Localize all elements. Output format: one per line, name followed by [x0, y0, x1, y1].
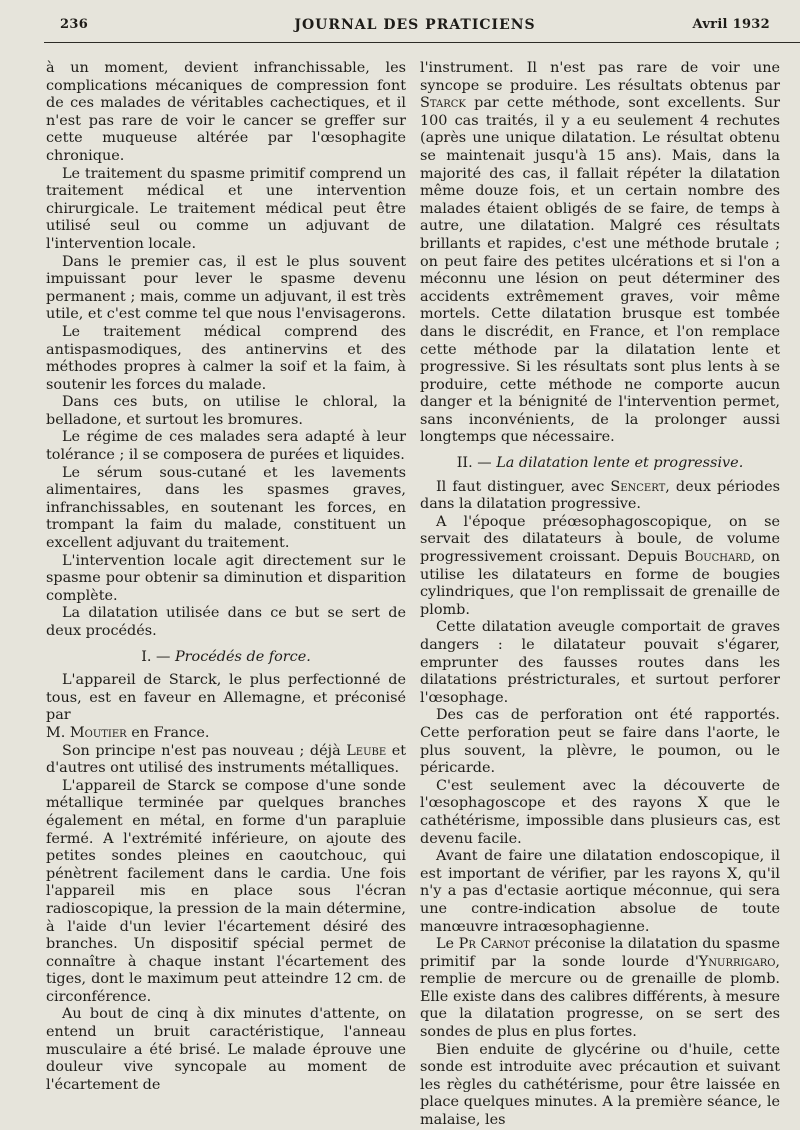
paragraph: Le traitement médical comprend des antispasmodiques, des antinervins et des méthodes propres à calmer la soif et la faim, à soutenir les forces du malade. — [46, 323, 406, 393]
text-run: , on utilise les dilatateurs en forme de bougies cylindriques, que l'on remplissait de grenaille de plomb. — [420, 549, 780, 618]
page-number: 236 — [60, 17, 89, 32]
paragraph: Au bout de cinq à dix minutes d'attente, on entend un bruit caractéristique, l'anneau musculaire a été brisé. Le malade éprouve une douleur vive syncopale au moment de l'écartement de — [46, 1006, 406, 1093]
text-run: A l'époque préœsophagoscopique, on se servait des dilatateurs à boule, de volume progressivement croissant. Depuis — [420, 513, 780, 566]
text-run: préconise la dilatation du spasme primitif par la sonde lourde d' — [420, 936, 780, 970]
issue-date: Avril 1932 — [692, 17, 770, 32]
text-run: l'instrument. Il n'est pas rare de voir une syncope se produire. Les résultats obtenus par — [420, 60, 780, 94]
text-run: par cette méthode, sont excellents. Sur 100 cas traités, il y a eu seulement 4 rechutes (après une unique dilatation. Le résultat obtenu se maintenait jusqu'à 15 ans). Mais, dans la majorité des cas, il fallait répéter la dilatation même douze fois, et un certain nombre des malades étaient obligés de se faire, de temps à autre, une dilatation. Malgré ces résultats brillants et rapides, c'est une méthode brutale ; on peut faire des petites ulcérations et si l'on a méconnu une lésion on peut déterminer des accidents extrêmement graves, voir même mortels. Cette dilatation brusque est tombée dans le discrédit, en France, et l'on remplace cette méthode par la dilatation lente et progressive. Si les résultats sont plus lents à se produire, cette méthode ne comporte aucun danger et la bénignité de l'intervention permet, sans inconvénients, de la prolonger aussi longtemps que nécessaire. — [420, 95, 780, 446]
paragraph: à un moment, devient infranchissable, les complications mécaniques de compression font de ces malades de véritables cachectiques, et il n'est pas rare de voir le cancer se greffer sur cette muqueuse altérée par l'œsophagite chronique. — [46, 60, 406, 164]
right-column — [420, 60, 780, 1129]
author-name: Pr Carnot — [458, 936, 530, 953]
section-title: La dilatation lente et progressive. — [496, 455, 744, 472]
paragraph: Le régime de ces malades sera adapté à leur tolérance ; il se composera de purées et liquides. — [46, 429, 406, 464]
paragraph: Le traitement du spasme primitif comprend un traitement médical et une intervention chirurgicale. Le traitement médical peut être utilisé seul ou comme un adjuvant de l'intervention locale. — [46, 165, 406, 252]
journal-title: JOURNAL DES PRATICIENS — [294, 17, 536, 33]
paragraph: Bien enduite de glycérine ou d'huile, cette sonde est introduite avec précaution et suivant les règles du cathétérisme, pour être laissée en place quelques minutes. A la première séance, le malaise, les — [420, 1041, 780, 1129]
text-run: et d'autres ont utilisé des instruments métalliques. — [46, 742, 406, 777]
text-run: , remplie de mercure ou de grenaille de plomb. Elle existe dans des calibres différents, à mesure que la dilatation progresse, on se sert des sondes de plus en plus fortes. — [420, 953, 780, 1041]
text-run: en France. — [126, 724, 210, 741]
paragraph — [46, 672, 406, 742]
paragraph — [420, 936, 780, 1042]
text-run: L'appareil de Starck, le plus perfectionné de tous, est en faveur en Allemagne, et préconisé par — [46, 672, 406, 724]
paragraph: C'est seulement avec la découverte de l'œsophagoscope et des rayons X que le cathétérisme, impossible dans plusieurs cas, est devenu facile. — [420, 777, 780, 847]
paragraph — [420, 514, 780, 620]
paragraph — [420, 60, 780, 447]
author-name: Sencert — [610, 478, 666, 495]
author-name: Ynurrigaro — [698, 953, 776, 970]
header-rule — [44, 42, 800, 43]
paragraph: L'appareil de Starck se compose d'une sonde métallique terminée par quelques branches également en métal, en forme d'un parapluie fermé. A l'extrémité inférieure, on ajoute des petites sondes pleines en caoutchouc, qui pénètrent facilement dans le cardia. Une fois l'appareil mis en place sous l'écran radioscopique, la pression de la main détermine, à l'aide d'un levier l'écartement désiré des branches. Un dispositif spécial permet de connaître à chaque instant l'écartement des tiges, dont le maximum peut atteindre 12 cm. de circonférence. — [46, 777, 406, 1005]
paragraph: Cette dilatation aveugle comportait de graves dangers : le dilatateur pouvait s'égarer, emprunter des fausses routes dans les dilatations préstricturales, et surtout perforer l'œsophage. — [420, 619, 780, 706]
paragraph: Dans le premier cas, il est le plus souvent impuissant pour lever le spasme devenu permanent ; mais, comme un adjuvant, il est très utile, et c'est comme tel que nous l'envisagerons. — [46, 253, 406, 323]
author-name: Leube — [346, 742, 387, 759]
author-name: M. Moutier — [46, 724, 127, 741]
paragraph — [46, 743, 406, 778]
paragraph — [420, 479, 780, 514]
section-number: I. — — [141, 648, 171, 665]
paragraph: Avant de faire une dilatation endoscopique, il est important de vérifier, par les rayons X, qu'il n'y a pas d'ectasie aortique méconnue, qui sera une contre-indication absolue de toute manœuvre intraœsophagienne. — [420, 848, 780, 935]
left-column — [46, 60, 406, 1093]
author-name: Bouchard — [684, 549, 751, 566]
text-run: Son principe n'est pas nouveau ; déjà — [62, 742, 347, 759]
section-heading-2 — [420, 455, 780, 473]
running-header — [60, 17, 770, 41]
text-run: , deux périodes dans la dilatation progressive. — [420, 478, 780, 513]
author-name: Starck — [420, 95, 466, 112]
text-run: Le — [436, 936, 459, 953]
paragraph: Le sérum sous-cutané et les lavements alimentaires, dans les spasmes graves, infranchissables, en soutenant les forces, en trompant la faim du malade, constituent un excellent adjuvant du traitement. — [46, 464, 406, 552]
paragraph: La dilatation utilisée dans ce but se sert de deux procédés. — [46, 605, 406, 639]
paragraph: Des cas de perforation ont été rapportés. Cette perforation peut se faire dans l'aorte, le plus souvent, la plèvre, le poumon, ou le péricarde. — [420, 707, 780, 777]
paragraph: Dans ces buts, on utilise le chloral, la belladone, et surtout les bromures. — [46, 394, 406, 428]
section-heading-1 — [46, 649, 406, 667]
text-run: Il faut distinguer, avec — [436, 478, 611, 495]
section-title: Procédés de force. — [175, 648, 311, 665]
section-number: II. — — [456, 455, 492, 472]
paragraph: L'intervention locale agit directement sur le spasme pour obtenir sa diminution et disparition complète. — [46, 552, 406, 604]
